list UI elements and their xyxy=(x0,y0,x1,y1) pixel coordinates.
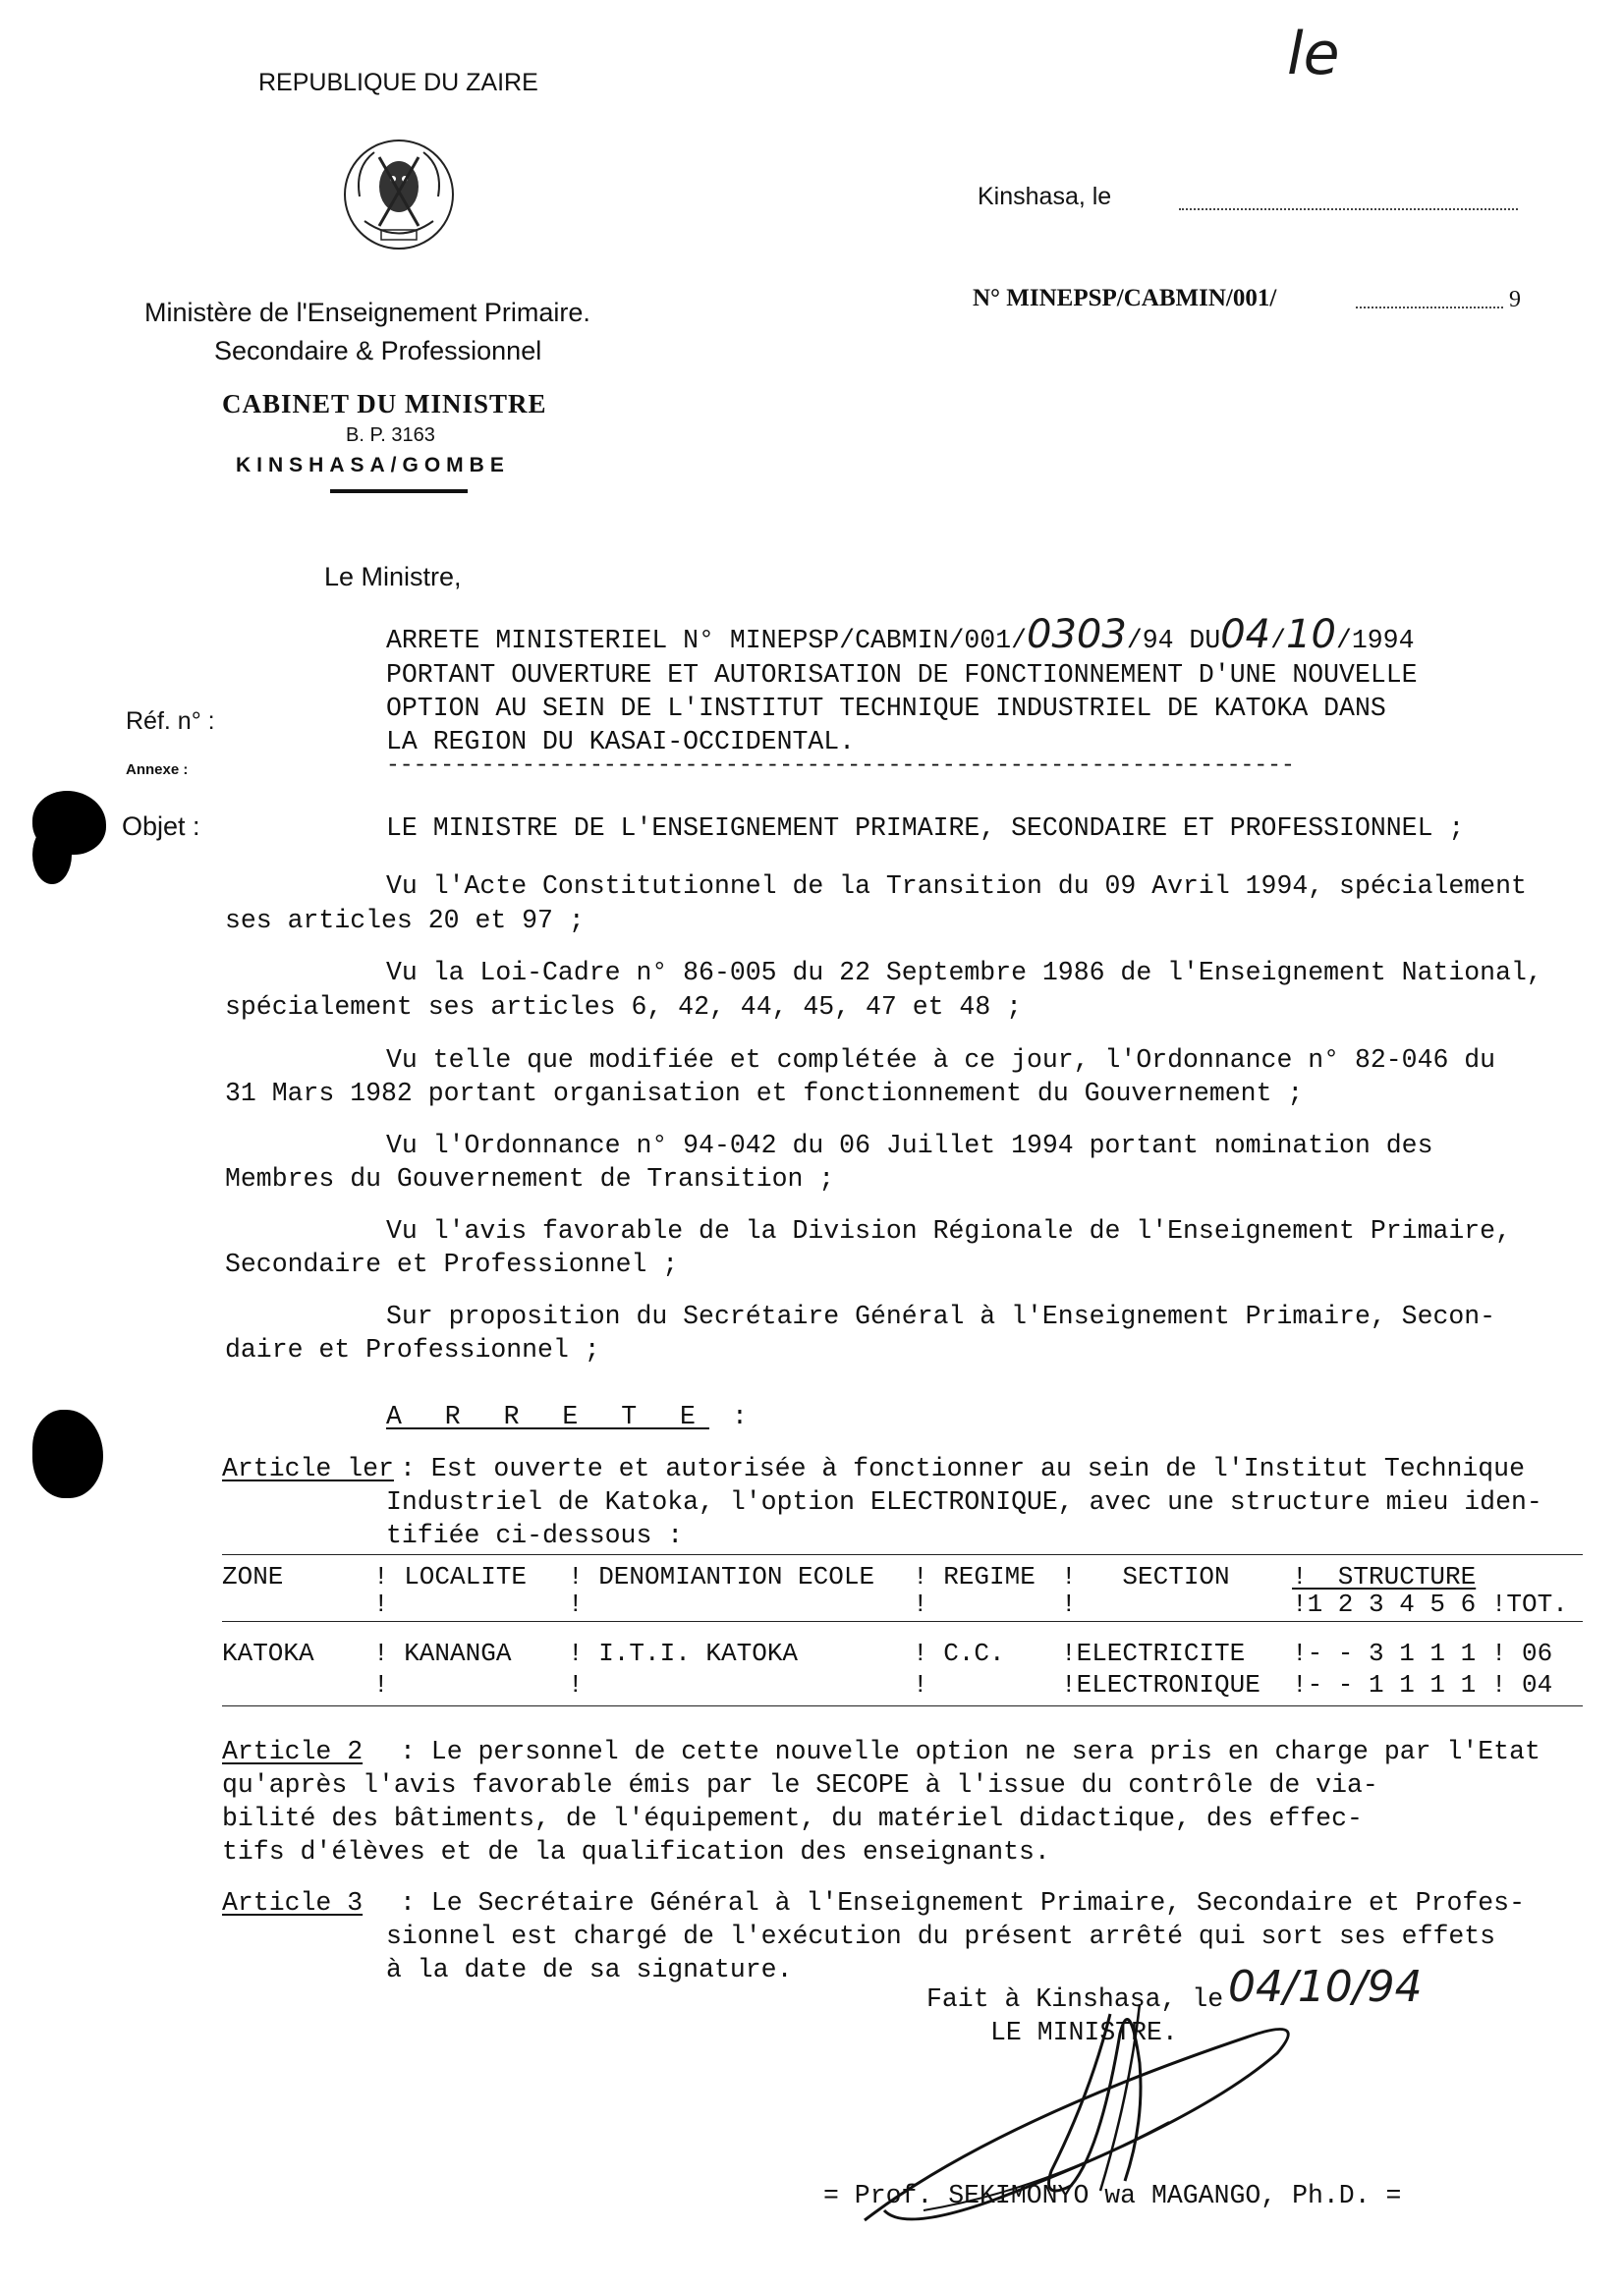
vu2-line-1: Vu la Loi-Cadre n° 86-005 du 22 Septembre 1986 de l'Enseignement National, xyxy=(386,958,1542,987)
table-row-separator: ! xyxy=(568,1670,584,1700)
decree-title-rule: ------------------------------------------------------------------- xyxy=(386,753,1295,778)
annex-label: Annexe : xyxy=(126,761,189,778)
sender-line: Le Ministre, xyxy=(324,562,462,591)
closing-date-handwritten: 04/10/94 xyxy=(1228,1962,1423,2012)
table-top-rule xyxy=(222,1554,1583,1555)
table-cell-regime: ! C.C. xyxy=(913,1639,1005,1668)
article-1-line-2: Industriel de Katoka, l'option ELECTRONIQUE, avec une structure mieu iden- xyxy=(386,1487,1542,1517)
punch-hole-top-tail xyxy=(32,825,72,884)
table-cell-structure-1: !- - 3 1 1 1 ! 06 xyxy=(1292,1639,1553,1668)
decree-title-line-1 xyxy=(386,612,1415,657)
vu3-line-2: 31 Mars 1982 portant organisation et fonctionnement du Gouvernement ; xyxy=(225,1079,1304,1108)
table-row-separator: ! xyxy=(913,1670,928,1700)
place-date-label: Kinshasa, le xyxy=(978,183,1112,210)
table-header-zone: ZONE xyxy=(222,1562,284,1591)
article-3-label: Article 3 xyxy=(222,1888,364,1918)
article-2-line-3: bilité des bâtiments, de l'équipement, du matériel didactique, des effec- xyxy=(222,1804,1363,1833)
ref-label: Réf. n° : xyxy=(126,707,215,735)
reference-suffix: 9 xyxy=(1509,287,1521,312)
table-header-ecole: ! DENOMIANTION ECOLE xyxy=(568,1562,875,1591)
proposal-line-1: Sur proposition du Secrétaire Général à l'Enseignement Primaire, Secon- xyxy=(386,1302,1496,1331)
table-cell-zone: KATOKA xyxy=(222,1639,314,1668)
arrete-heading: A R R E T E xyxy=(386,1402,709,1431)
table-header-structure: ! STRUCTURE xyxy=(1292,1562,1477,1591)
article-2-line-1: : Le personnel de cette nouvelle option ne sera pris en charge par l'Etat xyxy=(400,1737,1540,1766)
decree-number-prefix: ARRETE MINISTERIEL N° MINEPSP/CABMIN/001/ xyxy=(386,626,1028,655)
punch-hole-bottom xyxy=(32,1410,103,1498)
vu2-line-2: spécialement ses articles 6, 42, 44, 45, 47 et 48 ; xyxy=(225,992,1023,1022)
decree-number-handwritten: 0303 xyxy=(1027,612,1127,657)
arrete-colon: : xyxy=(732,1402,748,1431)
decree-title-line-3: OPTION AU SEIN DE L'INSTITUT TECHNIQUE INDUSTRIEL DE KATOKA DANS xyxy=(386,694,1386,723)
decree-title-line-4: LA REGION DU KASAI-OCCIDENTAL. xyxy=(386,727,856,756)
vu3-line-1: Vu telle que modifiée et complétée à ce jour, l'Ordonnance n° 82-046 du xyxy=(386,1045,1496,1075)
vu4-line-1: Vu l'Ordonnance n° 94-042 du 06 Juillet 1994 portant nomination des xyxy=(386,1131,1433,1160)
signatory-name: = Prof. SEKIMONYO wa MAGANGO, Ph.D. = xyxy=(823,2181,1402,2210)
closing-title: LE MINISTRE. xyxy=(990,2018,1178,2047)
table-cell-ecole: ! I.T.I. KATOKA xyxy=(568,1639,799,1668)
article-1-label: Article ler xyxy=(222,1454,394,1483)
decree-day-handwritten: 04 xyxy=(1220,612,1271,657)
table-bottom-rule xyxy=(222,1705,1583,1706)
article-2-label: Article 2 xyxy=(222,1737,364,1766)
table-header-rule xyxy=(222,1621,1583,1622)
table-cell-localite: ! KANANGA xyxy=(373,1639,512,1668)
table-header-regime: ! REGIME xyxy=(913,1562,1036,1591)
preamble-minister: LE MINISTRE DE L'ENSEIGNEMENT PRIMAIRE, SECONDAIRE ET PROFESSIONNEL ; xyxy=(386,813,1465,843)
table-header-section: ! SECTION xyxy=(1061,1562,1230,1591)
table-row-separator: ! xyxy=(373,1670,389,1700)
article-1-line-1: : Est ouverte et autorisée à fonctionner au sein de l'Institut Technique xyxy=(400,1454,1525,1483)
date-blank-line xyxy=(1179,208,1518,210)
vu5-line-1: Vu l'avis favorable de la Division Régionale de l'Enseignement Primaire, xyxy=(386,1216,1511,1246)
table-cell-section-2: !ELECTRONIQUE xyxy=(1061,1670,1260,1700)
article-2-line-4: tifs d'élèves et de la qualification des enseignants. xyxy=(222,1837,1050,1867)
vu4-line-2: Membres du Gouvernement de Transition ; xyxy=(225,1164,835,1194)
decree-year: /1994 xyxy=(1335,626,1415,655)
table-header-separator: ! xyxy=(913,1590,928,1619)
table-header-structure-sub: !1 2 3 4 5 6 !TOT. xyxy=(1292,1590,1568,1619)
decree-title-line-2: PORTANT OUVERTURE ET AUTORISATION DE FONCTIONNEMENT D'UNE NOUVELLE xyxy=(386,660,1418,690)
vu5-line-2: Secondaire et Professionnel ; xyxy=(225,1250,679,1279)
decree-month-handwritten: 10 xyxy=(1286,612,1336,657)
table-header-separator: ! xyxy=(568,1590,584,1619)
cabinet-heading: CABINET DU MINISTRE xyxy=(222,389,547,419)
article-2-line-2: qu'après l'avis favorable émis par le SECOPE à l'issue du contrôle de via- xyxy=(222,1770,1378,1800)
table-header-separator: ! xyxy=(373,1590,389,1619)
handwritten-mark: le xyxy=(1287,20,1340,88)
country-name: REPUBLIQUE DU ZAIRE xyxy=(258,69,538,96)
coat-of-arms-emblem xyxy=(330,128,468,270)
object-label: Objet : xyxy=(122,811,200,841)
header-divider xyxy=(330,489,468,493)
closing-place: Fait à Kinshasa, le xyxy=(926,1984,1224,2014)
reference-blank-line xyxy=(1356,307,1503,308)
table-header-localite: ! LOCALITE xyxy=(373,1562,528,1591)
city-line: KINSHASA/GOMBE xyxy=(236,454,510,476)
vu1-line-1: Vu l'Acte Constitutionnel de la Transition du 09 Avril 1994, spécialement xyxy=(386,871,1527,901)
ministry-line-2: Secondaire & Professionnel xyxy=(214,336,542,365)
vu1-line-2: ses articles 20 et 97 ; xyxy=(225,906,585,935)
article-3-line-2: sionnel est chargé de l'exécution du présent arrêté qui sort ses effets xyxy=(386,1922,1496,1951)
proposal-line-2: daire et Professionnel ; xyxy=(225,1335,600,1365)
ministry-line-1: Ministère de l'Enseignement Primaire. xyxy=(144,298,590,327)
table-cell-structure-2: !- - 1 1 1 1 ! 04 xyxy=(1292,1670,1553,1700)
table-header-separator: ! xyxy=(1061,1590,1077,1619)
article-1-line-3: tifiée ci-dessous : xyxy=(386,1521,684,1550)
decree-date-separator: / xyxy=(1270,626,1287,655)
article-3-line-1: : Le Secrétaire Général à l'Enseignement Primaire, Secondaire et Profes- xyxy=(400,1888,1525,1918)
po-box: B. P. 3163 xyxy=(346,424,435,446)
table-cell-section-1: !ELECTRICITE xyxy=(1061,1639,1246,1668)
article-3-line-3: à la date de sa signature. xyxy=(386,1955,793,1984)
decree-number-mid: /94 DU xyxy=(1126,626,1221,655)
reference-number: N° MINEPSP/CABMIN/001/ xyxy=(973,285,1277,311)
